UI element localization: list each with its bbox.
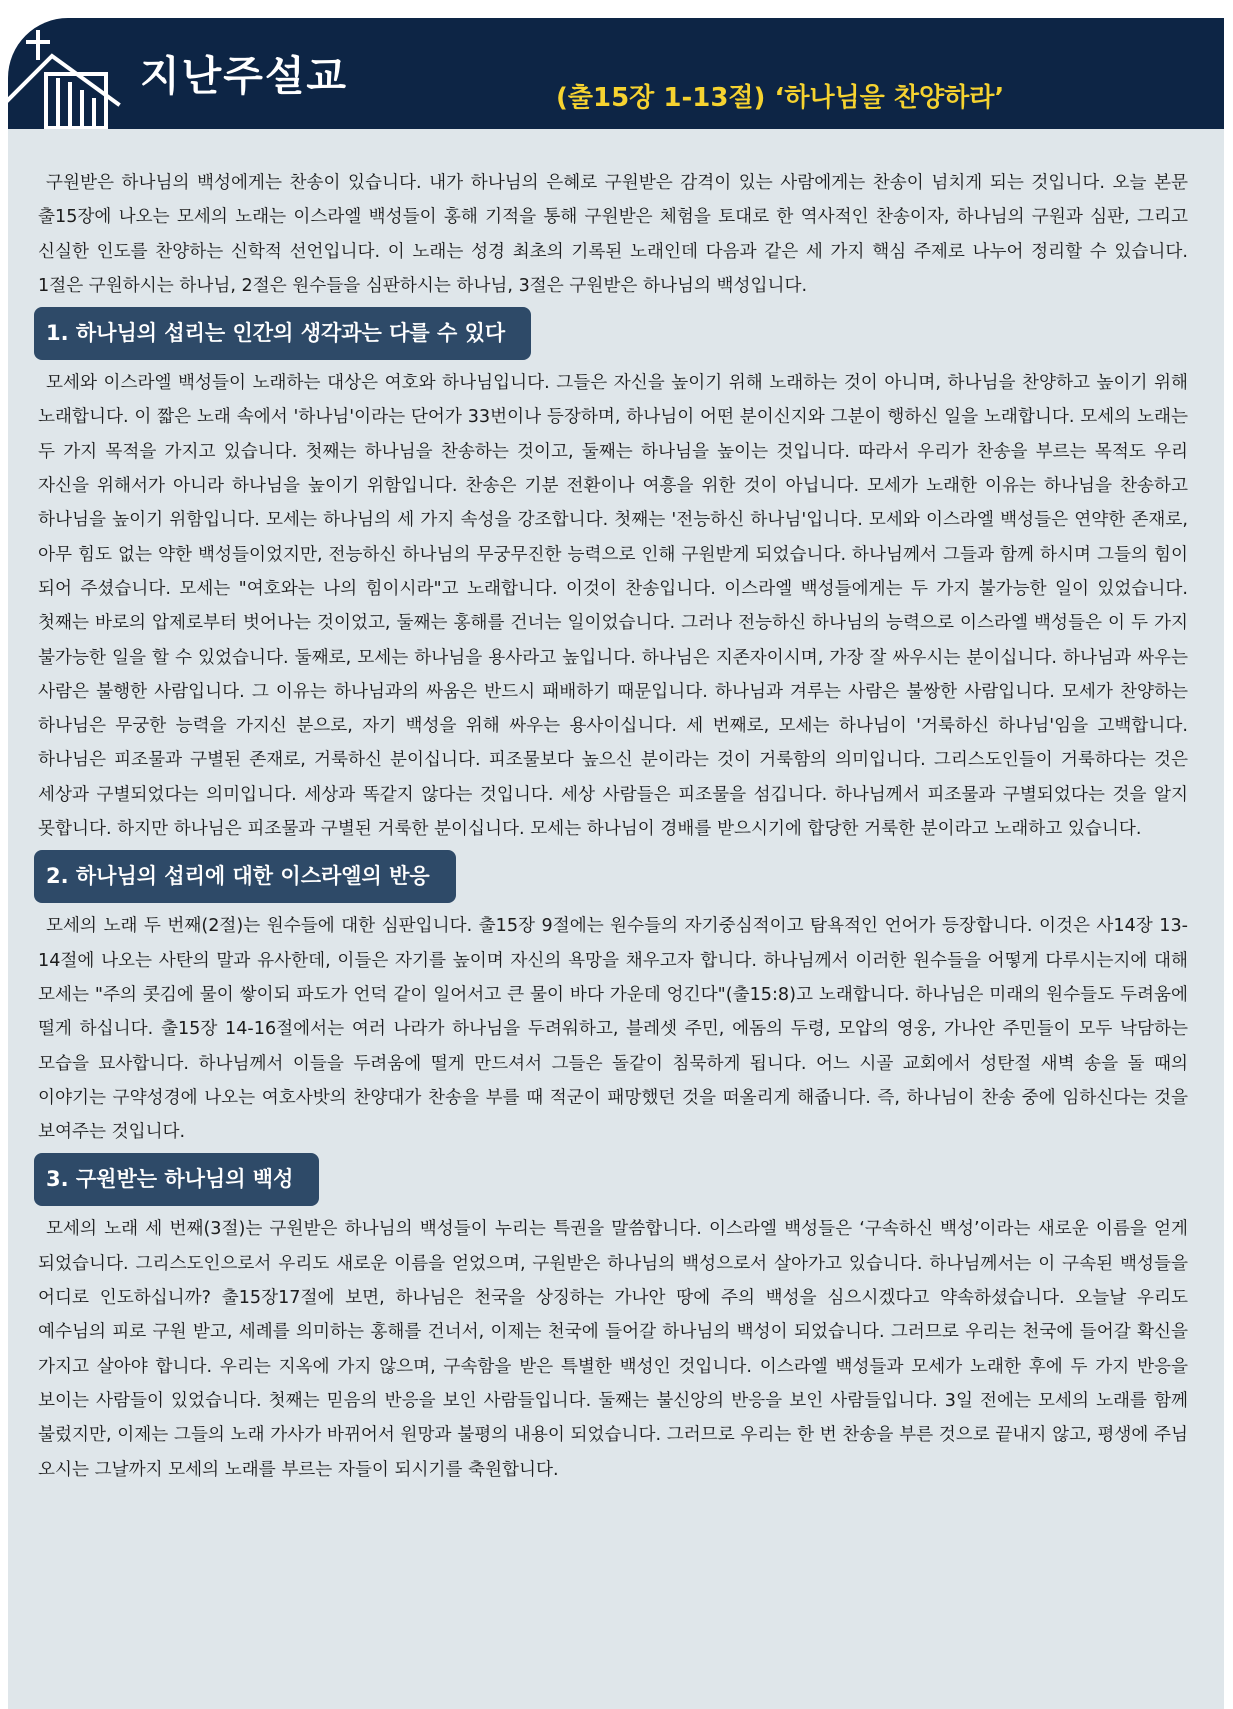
section-heading-1: 1. 하나님의 섭리는 인간의 생각과는 다를 수 있다 [34, 307, 531, 360]
section-body-3: 모세의 노래 세 번째(3절)는 구원받은 하나님의 백성들이 누리는 특권을 말씀합니다. 이스라엘 백성들은 ‘구속하신 백성’이라는 새로운 이름을 얻게 되었습니다. 그리스도인으로서 우리도 새로운 이름을 얻었으며, 구원받은 하나님의 백성으로서 살아가고 있습니다. 하나님께서는 이 구속된 백성들을 어디로 인도하십니까? 출15장17절에 보면, 하나님은 천국을 상징하는 가나안 땅에 주의 백성을 심으시겠다고 약속하셨습니다. 오늘날 우리도 예수님의 피로 구원 받고, 세례를 의미하는 홍해를 건너서, 이제는 천국에 들어갈 하나님의 백성이 되었습니다. 그러므로 우리는 천국에 들어갈 확신을 가지고 살아야 합니다. 우리는 지옥에 가지 않으며, 구속함을 받은 특별한 백성인 것입니다. 이스라엘 백성들과 모세가 노래한 후에 두 가지 반응을 보이는 사람들이 있었습니다. 첫째는 믿음의 반응을 보인 사람들입니다. 둘째는 불신앙의 반응을 보인 사람들입니다. 3일 전에는 모세의 노래를 함께 불렀지만, 이제는 그들의 노래 가사가 바뀌어서 원망과 불평의 내용이 되었습니다. 그러므로 우리는 한 번 찬송을 부른 것으로 끝내지 않고, 평생에 주님 오시는 그날까지 모세의 노래를 부르는 자들이 되시기를 축원합니다. [38, 1219, 1188, 1480]
sermon-reference: (출15장 1-13절) ‘하나님을 찬양하라’ [556, 83, 1005, 113]
section-heading-3: 3. 구원받는 하나님의 백성 [34, 1153, 319, 1206]
header-banner [8, 18, 1224, 129]
section-heading-2: 2. 하나님의 섭리에 대한 이스라엘의 반응 [34, 850, 456, 903]
sermon-content [38, 166, 1188, 1487]
page-title: 지난주설교 [140, 52, 349, 100]
section-body-1: 모세와 이스라엘 백성들이 노래하는 대상은 여호와 하나님입니다. 그들은 자신을 높이기 위해 노래하는 것이 아니며, 하나님을 찬양하고 높이기 위해 노래합니다. 이 짧은 노래 속에서 '하나님'이라는 단어가 33번이나 등장하며, 하나님이 어떤 분이신지와 그분이 행하신 일을 노래합니다. 모세의 노래는 두 가지 목적을 가지고 있습니다. 첫째는 하나님을 찬송하는 것이고, 둘째는 하나님을 높이는 것입니다. 따라서 우리가 찬송을 부르는 목적도 우리 자신을 위해서가 아니라 하나님을 높이기 위함입니다. 찬송은 기분 전환이나 여흥을 위한 것이 아닙니다. 모세가 노래한 이유는 하나님을 찬송하고 하나님을 높이기 위함입니다. 모세는 하나님의 세 가지 속성을 강조합니다. 첫째는 '전능하신 하나님'입니다. 모세와 이스라엘 백성들은 연약한 존재로, 아무 힘도 없는 약한 백성들이었지만, 전능하신 하나님의 무궁무진한 능력으로 인해 구원받게 되었습니다. 하나님께서 그들과 함께 하시며 그들의 힘이 되어 주셨습니다. 모세는 "여호와는 나의 힘이시라"고 노래합니다. 이것이 찬송입니다. 이스라엘 백성들에게는 두 가지 불가능한 일이 있었습니다. 첫째는 바로의 압제로부터 벗어나는 것이었고, 둘째는 홍해를 건너는 일이었습니다. 그러나 전능하신 하나님의 능력으로 이스라엘 백성들은 이 두 가지 불가능한 일을 할 수 있었습니다. 둘째로, 모세는 하나님을 용사라고 높입니다. 하나님은 지존자이시며, 가장 잘 싸우시는 분이십니다. 하나님과 싸우는 사람은 불행한 사람입니다. 그 이유는 하나님과의 싸움은 반드시 패배하기 때문입니다. 하나님과 겨루는 사람은 불쌍한 사람입니다. 모세가 찬양하는 하나님은 무궁한 능력을 가지신 분으로, 자기 백성을 위해 싸우는 용사이십니다. 세 번째로, 모세는 하나님이 '거룩하신 하나님'임을 고백합니다. 하나님은 피조물과 구별된 존재로, 거룩하신 분이십니다. 피조물보다 높으신 분이라는 것이 거룩함의 의미입니다. 그리스도인들이 거룩하다는 것은 세상과 구별되었다는 의미입니다. 세상과 똑같지 않다는 것입니다. 세상 사람들은 피조물을 섬깁니다. 하나님께서 피조물과 구별되었다는 것을 알지 못합니다. 하지만 하나님은 피조물과 구별된 거룩한 분이십니다. 모세는 하나님이 경배를 받으시기에 합당한 거룩한 분이라고 노래하고 있습니다. [38, 373, 1188, 840]
church-icon [8, 24, 138, 129]
intro-paragraph: 구원받은 하나님의 백성에게는 찬송이 있습니다. 내가 하나님의 은혜로 구원받은 감격이 있는 사람에게는 찬송이 넘치게 되는 것입니다. 오늘 본문 출15장에 나오는 모세의 노래는 이스라엘 백성들이 홍해 기적을 통해 구원받은 체험을 토대로 한 역사적인 찬송이자, 하나님의 구원과 심판, 그리고 신실한 인도를 찬양하는 신학적 선언입니다. 이 노래는 성경 최초의 기록된 노래인데 다음과 같은 세 가지 핵심 주제로 나누어 정리할 수 있습니다. 1절은 구원하시는 하나님, 2절은 원수들을 심판하시는 하나님, 3절은 구원받은 하나님의 백성입니다. [38, 173, 1188, 296]
section-body-2: 모세의 노래 두 번째(2절)는 원수들에 대한 심판입니다. 출15장 9절에는 원수들의 자기중심적이고 탐욕적인 언어가 등장합니다. 이것은 사14장 13-14절에 나오는 사탄의 말과 유사한데, 이들은 자기를 높이며 자신의 욕망을 채우고자 합니다. 하나님께서 이러한 원수들을 어떻게 다루시는지에 대해 모세는 "주의 콧김에 물이 쌓이되 파도가 언덕 같이 일어서고 큰 물이 바다 가운데 엉긴다"(출15:8)고 노래합니다. 하나님은 미래의 원수들도 두려움에 떨게 하십니다. 출15장 14-16절에서는 여러 나라가 하나님을 두려워하고, 블레셋 주민, 에돔의 두령, 모압의 영웅, 가나안 주민들이 모두 낙담하는 모습을 묘사합니다. 하나님께서 이들을 두려움에 떨게 만드셔서 그들은 돌같이 침묵하게 됩니다. 어느 시골 교회에서 성탄절 새벽 송을 돌 때의 이야기는 구약성경에 나오는 여호사밧의 찬양대가 찬송을 부를 때 적군이 패망했던 것을 떠올리게 해줍니다. 즉, 하나님이 찬송 중에 임하신다는 것을 보여주는 것입니다. [38, 916, 1188, 1143]
